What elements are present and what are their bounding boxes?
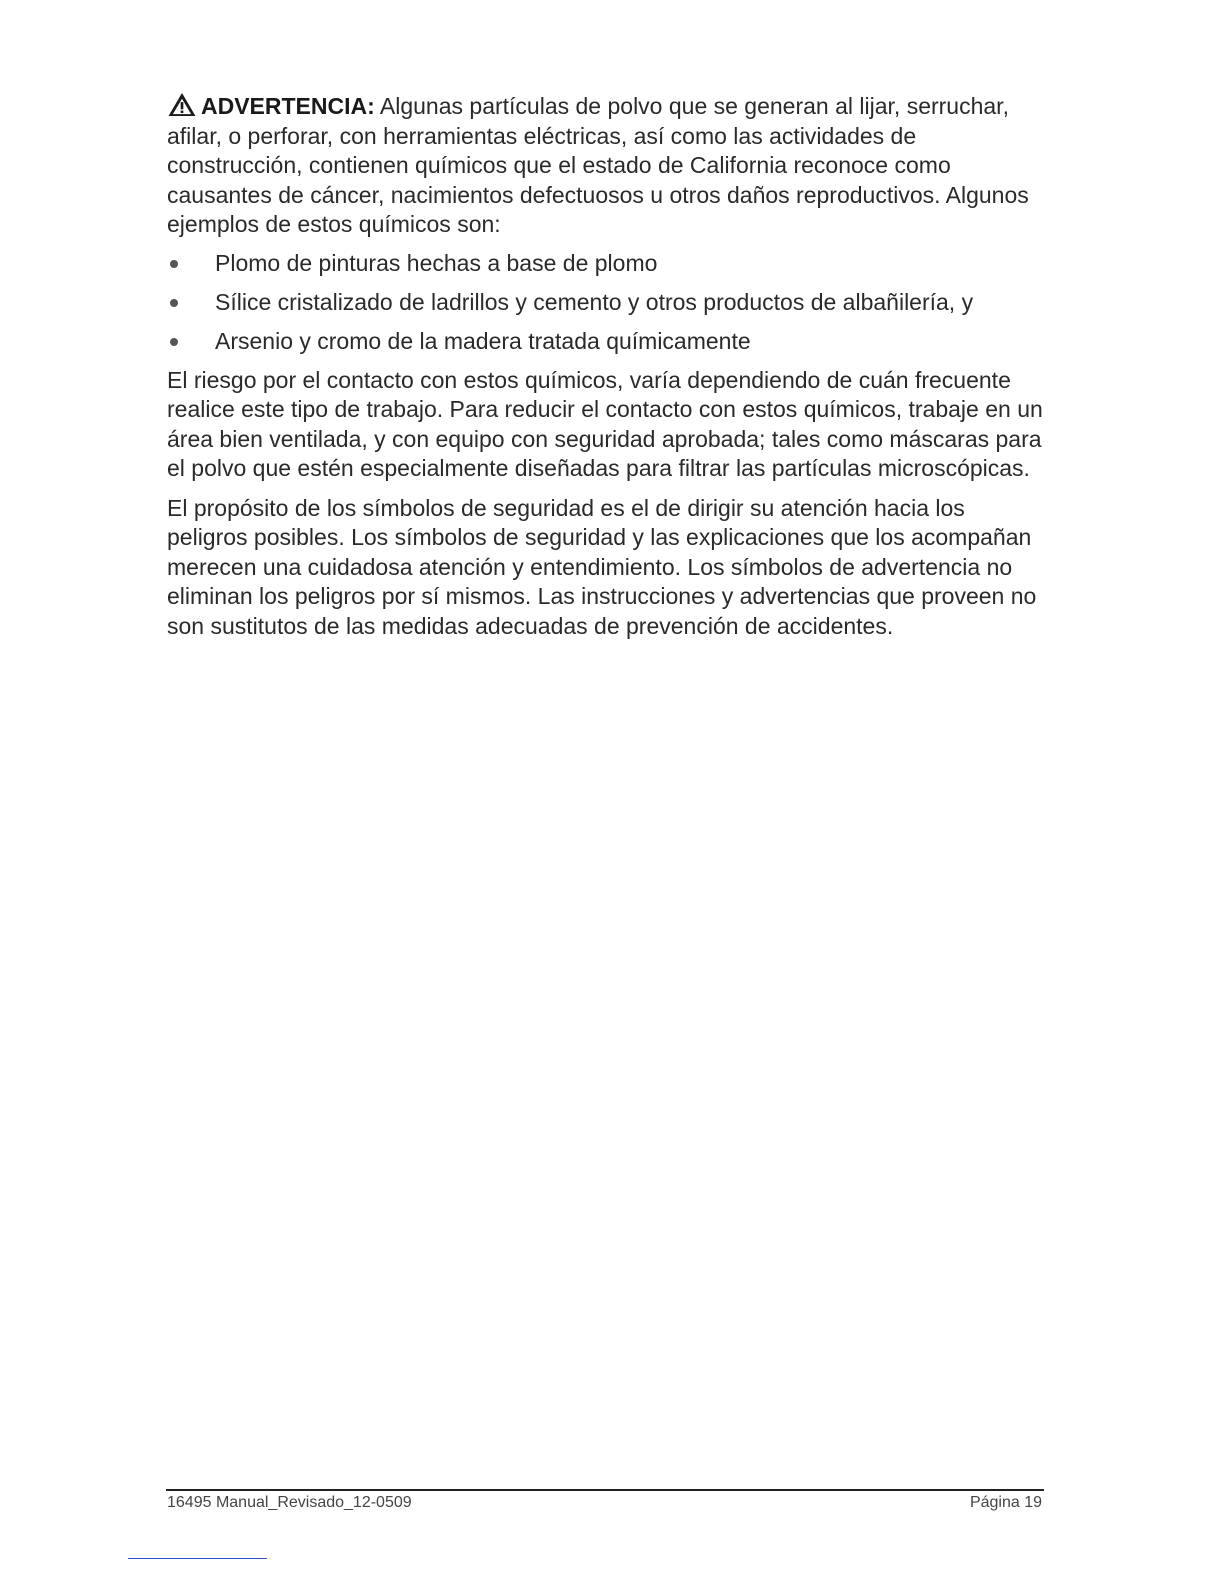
bullet-icon	[170, 338, 178, 346]
footer-divider	[166, 1489, 1044, 1491]
list-item-text: Arsenio y cromo de la madera tratada químicamente	[215, 327, 751, 354]
warning-label: ADVERTENCIA:	[201, 93, 375, 119]
safety-symbols-paragraph: El propósito de los símbolos de seguridad es el de dirigir su atención hacia los peligros posibles. Los símbolos de seguridad y las explicaciones que los acompañan merecen una cuidadosa atención y entendimiento. Los símbolos de advertencia no eliminan los peligros por sí mismos. Las instrucciones y advertencias que proveen no son sustitutos de las medidas adecuadas de prevención de accidentes.	[167, 494, 1037, 639]
scan-artifact-line	[128, 1558, 267, 1559]
list-item	[167, 249, 1047, 278]
list-item	[167, 288, 1047, 317]
document-body	[167, 92, 1047, 651]
warning-triangle-icon	[167, 92, 197, 117]
warning-paragraph	[167, 92, 1047, 240]
list-item	[167, 327, 1047, 356]
list-item-text: Plomo de pinturas hechas a base de plomo	[215, 249, 658, 276]
bullet-icon	[170, 260, 178, 268]
warning-text: Algunas partículas de polvo que se generan al lijar, serruchar, afilar, o perforar, con herramientas eléctricas, así como las actividades de construcción, contienen químicos que el estado de California reconoce como causantes de cáncer, nacimientos defectuosos u otros daños reproductivos. Algunos ejemplos de estos químicos son:	[167, 93, 1029, 237]
chemical-examples-list	[167, 249, 1047, 356]
footer-page-number: Página 19	[969, 1494, 1042, 1511]
footer-document-id: 16495 Manual_Revisado_12-0509	[167, 1494, 412, 1511]
exposure-risk-paragraph: El riesgo por el contacto con estos químicos, varía dependiendo de cuán frecuente realice este tipo de trabajo. Para reducir el contacto con estos químicos, trabaje en un área bien ventilada, y con equipo con seguridad aprobada; tales como máscaras para el polvo que estén especialmente diseñadas para filtrar las partículas microscópicas.	[167, 366, 1043, 481]
bullet-icon	[170, 299, 178, 307]
list-item-text: Sílice cristalizado de ladrillos y cemento y otros productos de albañilería, y	[215, 288, 974, 315]
